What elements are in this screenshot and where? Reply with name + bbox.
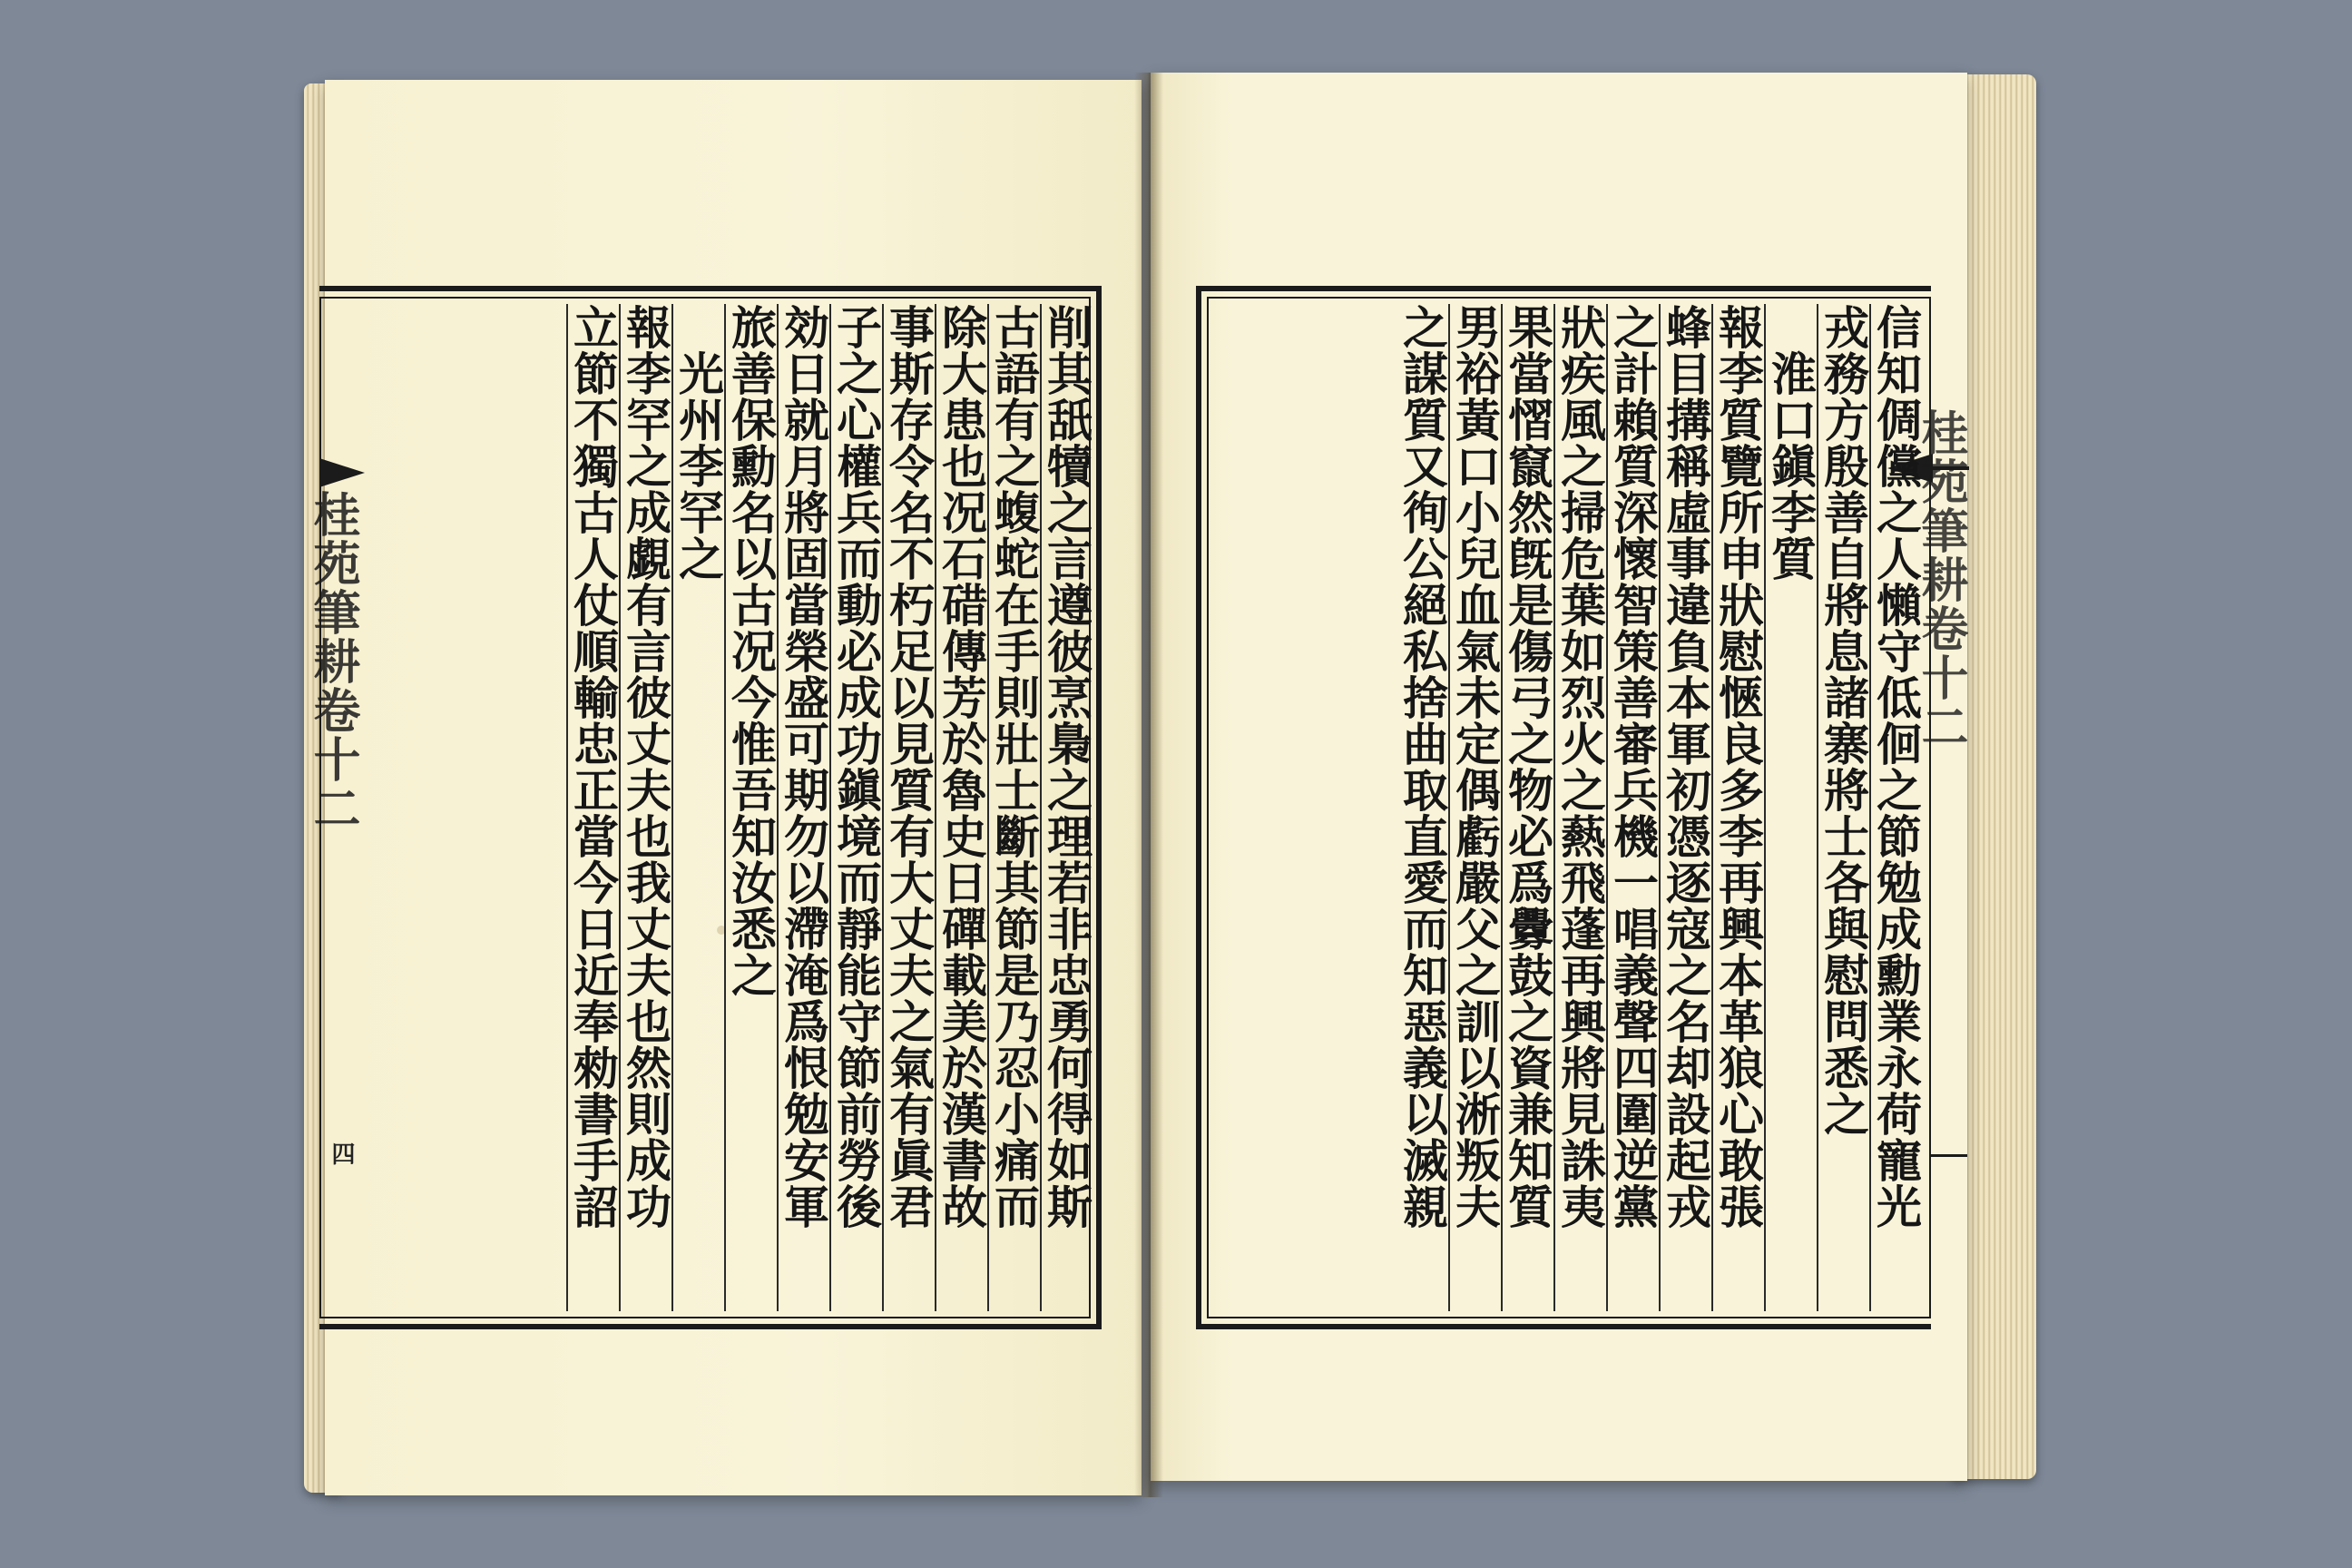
right-fold-line — [1931, 1154, 1967, 1157]
text-column: 子之心權兵而動必成功鎭境而靜能守節前勞後 — [829, 304, 882, 1311]
text-column: 果當慴竄然旣是傷弓之物必爲釁鼓之資兼知質 — [1501, 304, 1553, 1311]
text-column: 蜂目搆稱虛事違負本軍初憑逐寇之名却設起戎 — [1659, 304, 1711, 1311]
section-heading: 光州李罕之 — [671, 304, 724, 1311]
left-margin-title: 桂苑筆耕卷十二 — [305, 490, 360, 833]
text-column: 削其舐犢之言遵彼烹梟之理若非忠勇何得如斯 — [1040, 304, 1093, 1311]
text-column: 効日就月將固當榮盛可期勿以滯淹爲恨勉安軍 — [777, 304, 829, 1311]
left-page-text-columns — [339, 304, 1093, 1311]
text-column: 旅善保勳名以古况今惟吾知汝悉之 — [724, 304, 777, 1311]
blank-column — [514, 304, 566, 1311]
text-column: 戎務方殷善自將息諸寨將士各與慰問悉之 — [1817, 304, 1869, 1311]
text-column: 之計賴質深懷智策善審兵機一唱義聲四圍逆黨 — [1606, 304, 1659, 1311]
text-column: 信知倜儻之人懶守低佪之節勉成勳業永荷寵光 — [1869, 304, 1922, 1311]
text-column: 事斯存令名不朽足以見質有大丈夫之氣有眞君 — [882, 304, 935, 1311]
left-page-number: 四 — [328, 1142, 355, 1165]
text-column: 報李罕之成覷有言彼丈夫也我丈夫也然則成功 — [619, 304, 671, 1311]
text-column: 報李質覽所申狀慰愜良多李再興本革狼心敢張 — [1711, 304, 1764, 1311]
right-page-text-columns — [1212, 304, 1922, 1311]
text-column: 男裕黃口小兒血氣未定偶虧嚴父之訓以淅叛夫 — [1448, 304, 1501, 1311]
text-column: 之謀質又徇公絕私捨曲取直愛而知惡義以滅親 — [1396, 304, 1449, 1230]
section-heading: 淮口鎭李質 — [1764, 304, 1817, 1311]
book-gutter — [1134, 73, 1163, 1497]
text-column: 立節不獨古人仗順輸忠正當今日近奉勑書手詔 — [566, 304, 619, 1311]
text-column: 狀疾風之掃危葉如烈火之爇飛蓬再興將見誅夷 — [1553, 304, 1606, 1311]
text-column: 古語有之蝮蛇在手則壯士斷其節是乃忍小痛而 — [987, 304, 1040, 1311]
text-column: 除大患也况石碏傳芳於魯史日磾載美於漢書故 — [935, 304, 987, 1311]
right-margin-title: 桂苑筆耕卷十二 — [1913, 408, 1968, 751]
